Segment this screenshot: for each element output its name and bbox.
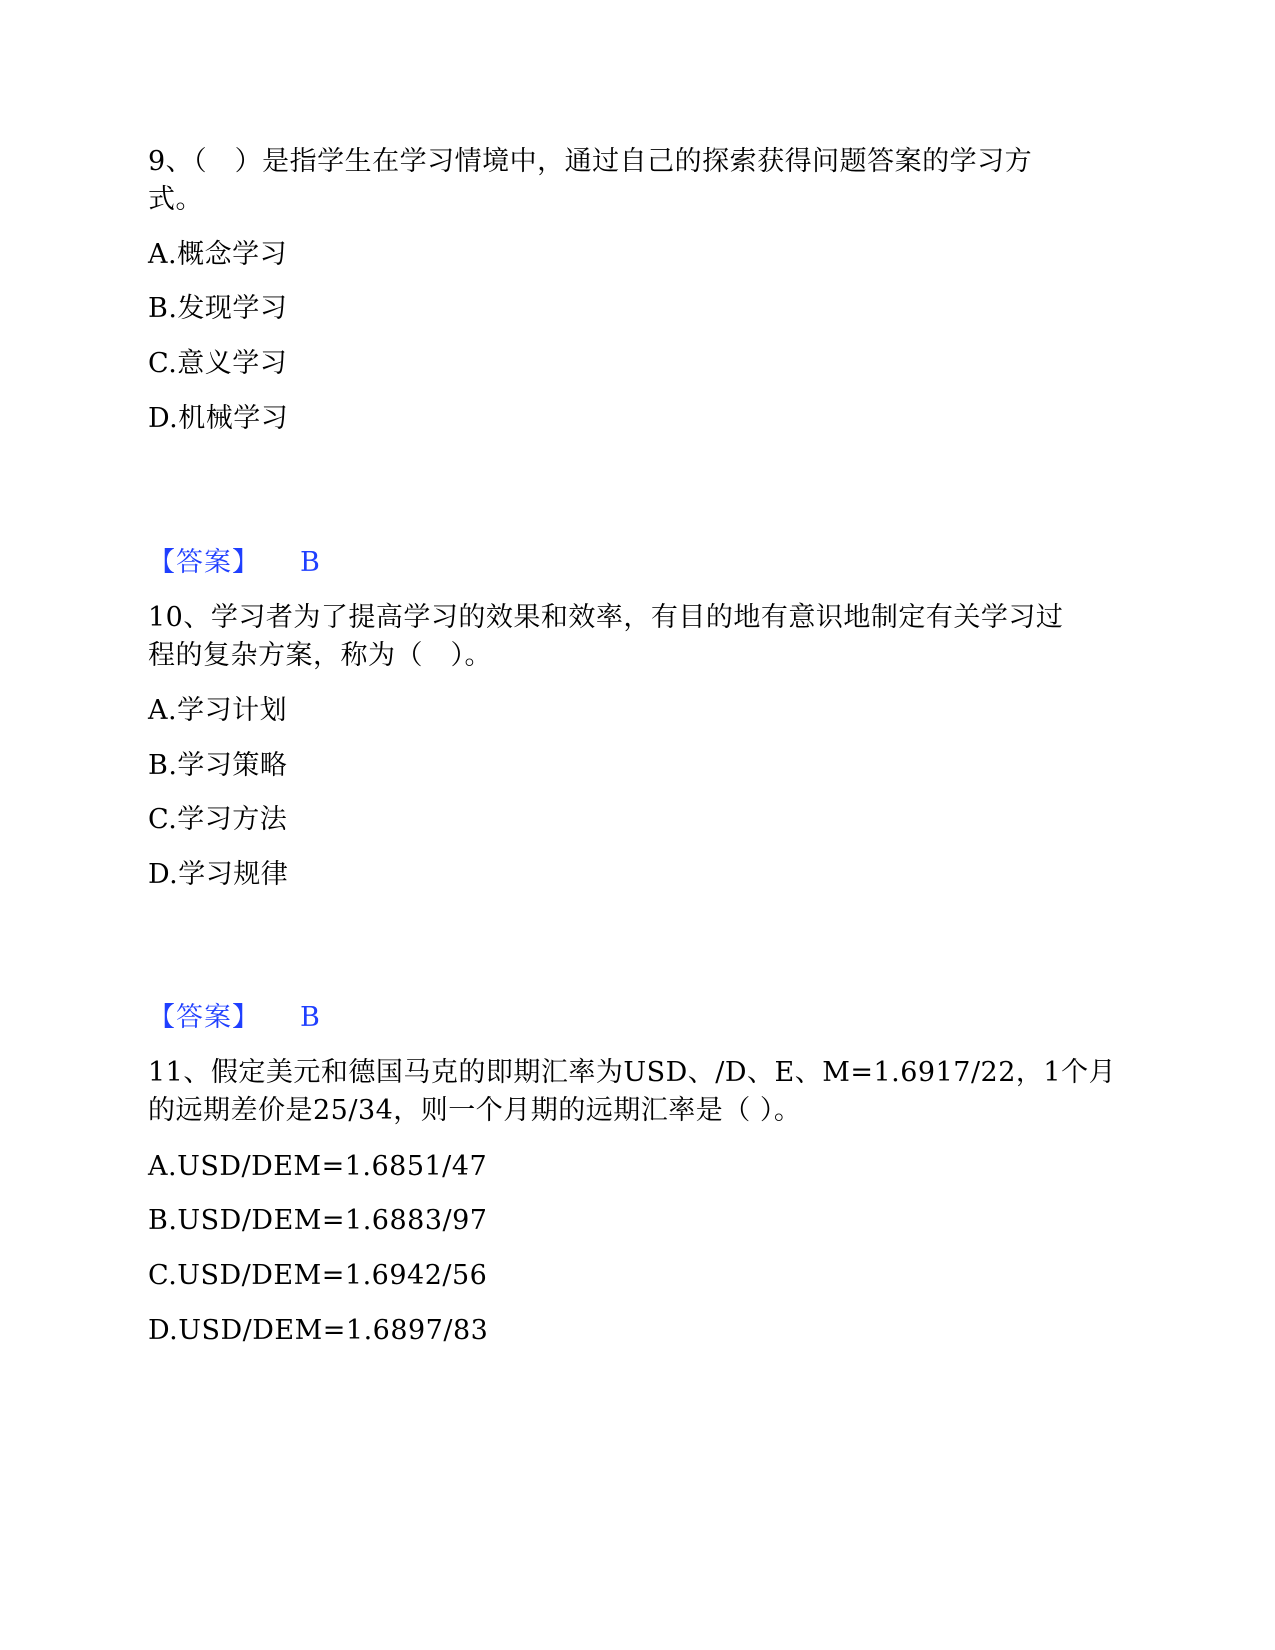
- question-10-option-c: C.学习方法: [148, 804, 288, 835]
- answer-value: B: [300, 1002, 321, 1033]
- question-9-stem-line-1: 9、（ ）是指学生在学习情境中，通过自己的探索获得问题答案的学习方: [148, 146, 1033, 177]
- question-11-stem-line-2: 的远期差价是25/34，则一个月期的远期汇率是（ ）。: [148, 1095, 802, 1126]
- question-11-stem-line-1: 11、假定美元和德国马克的即期汇率为USD、/D、E、M=1.6917/22，1个月: [148, 1057, 1117, 1088]
- answer-9: [148, 543, 320, 583]
- question-11-option-a: A.USD/DEM=1.6851/47: [148, 1151, 488, 1182]
- question-9-option-d: D.机械学习: [148, 403, 289, 434]
- question-11-option-c: C.USD/DEM=1.6942/56: [148, 1260, 488, 1291]
- question-9-stem-line-2: 式。: [148, 184, 203, 215]
- question-9-option-a: A.概念学习: [148, 239, 288, 270]
- question-10-option-b: B.学习策略: [148, 750, 288, 781]
- question-10-option-d: D.学习规律: [148, 859, 289, 890]
- answer-10: [148, 998, 320, 1038]
- question-9-option-c: C.意义学习: [148, 348, 288, 379]
- question-10-stem-line-1: 10、学习者为了提高学习的效果和效率，有目的地有意识地制定有关学习过: [148, 602, 1064, 633]
- question-9-option-b: B.发现学习: [148, 293, 288, 324]
- question-11-option-d: D.USD/DEM=1.6897/83: [148, 1315, 489, 1346]
- question-11-option-b: B.USD/DEM=1.6883/97: [148, 1205, 488, 1236]
- answer-label: 【答案】: [148, 1002, 260, 1033]
- answer-label: 【答案】: [148, 547, 260, 578]
- answer-value: B: [300, 547, 321, 578]
- question-10-stem-line-2: 程的复杂方案，称为（ ）。: [148, 640, 492, 671]
- question-10-option-a: A.学习计划: [148, 695, 288, 726]
